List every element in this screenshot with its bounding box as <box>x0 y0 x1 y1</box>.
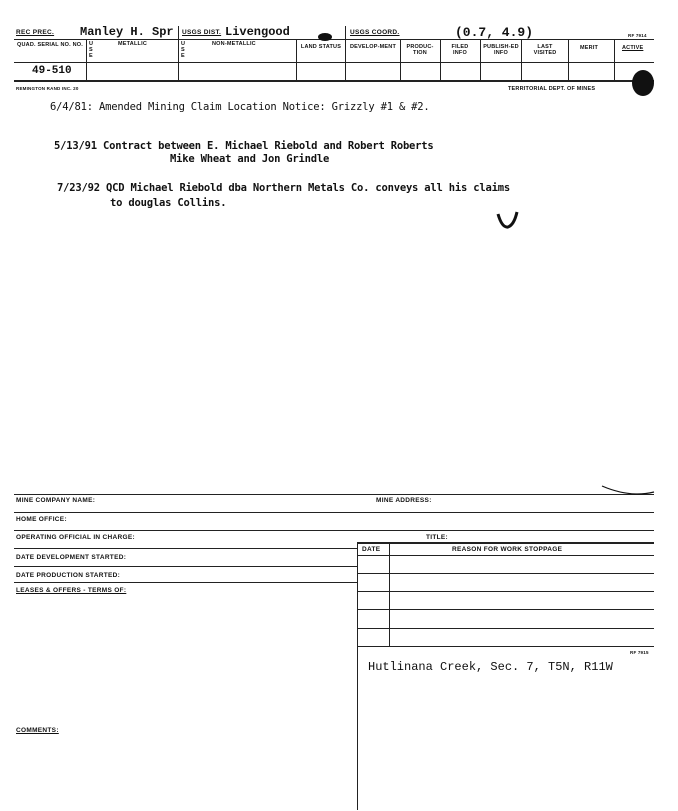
rec-prec-label: REC PREC. <box>16 29 55 36</box>
note-2-line-2: Mike Wheat and Jon Grindle <box>170 153 330 165</box>
record-name: Manley H. Spr <box>80 25 174 39</box>
leases-label: LEASES & OFFERS - TERMS OF: <box>16 587 127 594</box>
note-text: Contract between E. Michael Riebold and Robert Roberts <box>102 140 434 152</box>
scan-smudge <box>318 33 332 41</box>
check-mark-icon <box>496 210 520 230</box>
published-info-label: PUBLISH-ED INFO <box>483 44 519 56</box>
land-status-label: LAND STATUS <box>300 44 342 50</box>
merit-label: MERIT <box>580 45 599 51</box>
active-label: ACTIVE <box>622 45 644 51</box>
title-label: TITLE: <box>426 534 449 541</box>
note-3-line-2: to douglas Collins. <box>110 197 227 209</box>
mine-address-label: MINE ADDRESS: <box>376 497 432 504</box>
quad-serial-label: QUAD. SERIAL NO. NO. <box>17 42 83 48</box>
printer-imprint: REMINGTON RAND INC. 20 <box>16 86 79 91</box>
last-visited-label: LAST VISITED <box>533 44 557 56</box>
location-text: Hutlinana Creek, Sec. 7, T5N, R11W <box>368 660 613 674</box>
operating-official-label: OPERATING OFFICIAL IN CHARGE: <box>16 534 135 541</box>
note-text: QCD Michael Riebold dba Northern Metals Co. conveys all his claims <box>105 182 511 194</box>
nonmetallic-label: NON-METALLIC <box>212 41 256 47</box>
note-text: Amended Mining Claim Location Notice: Grizzly #1 & #2. <box>98 101 430 113</box>
dev-started-label: DATE DEVELOPMENT STARTED: <box>16 554 127 561</box>
note-2 <box>54 140 434 152</box>
production-label: PRODUC-TION <box>406 44 434 56</box>
note-date: 5/13/91 <box>54 140 97 152</box>
reason-column-label: REASON FOR WORK STOPPAGE <box>452 546 563 553</box>
note-1 <box>50 101 430 113</box>
development-label: DEVELOP-MENT <box>349 44 397 50</box>
punch-hole-mark <box>632 70 654 96</box>
metallic-label: METALLIC <box>118 41 147 47</box>
prod-started-label: DATE PRODUCTION STARTED: <box>16 572 121 579</box>
note-date: 6/4/81: <box>50 101 93 113</box>
district-value: Livengood <box>225 25 290 39</box>
usgs-coord-label: USGS COORD. <box>350 29 400 36</box>
quad-serial-value: 49-510 <box>32 65 72 77</box>
note-3 <box>57 182 510 194</box>
lower-form-code: RF 7915 <box>630 650 649 655</box>
note-date: 7/23/92 <box>57 182 100 194</box>
territorial-dept: TERRITORIAL DEPT. OF MINES <box>508 86 596 92</box>
form-code: RF 7914 <box>628 33 647 38</box>
use-code-metallic: U S E <box>89 41 94 59</box>
usgs-dist-label: USGS DIST. <box>182 29 222 36</box>
filed-info-label: FILED INFO <box>451 44 469 56</box>
pen-stroke-mark <box>600 480 656 498</box>
mine-company-label: MINE COMPANY NAME: <box>16 497 96 504</box>
coord-value: (0.7, 4.9) <box>455 25 534 40</box>
use-code-nonmetallic: U S E <box>181 41 186 59</box>
date-column-label: DATE <box>362 546 381 553</box>
comments-label: COMMENTS: <box>16 727 59 734</box>
home-office-label: HOME OFFICE: <box>16 516 67 523</box>
